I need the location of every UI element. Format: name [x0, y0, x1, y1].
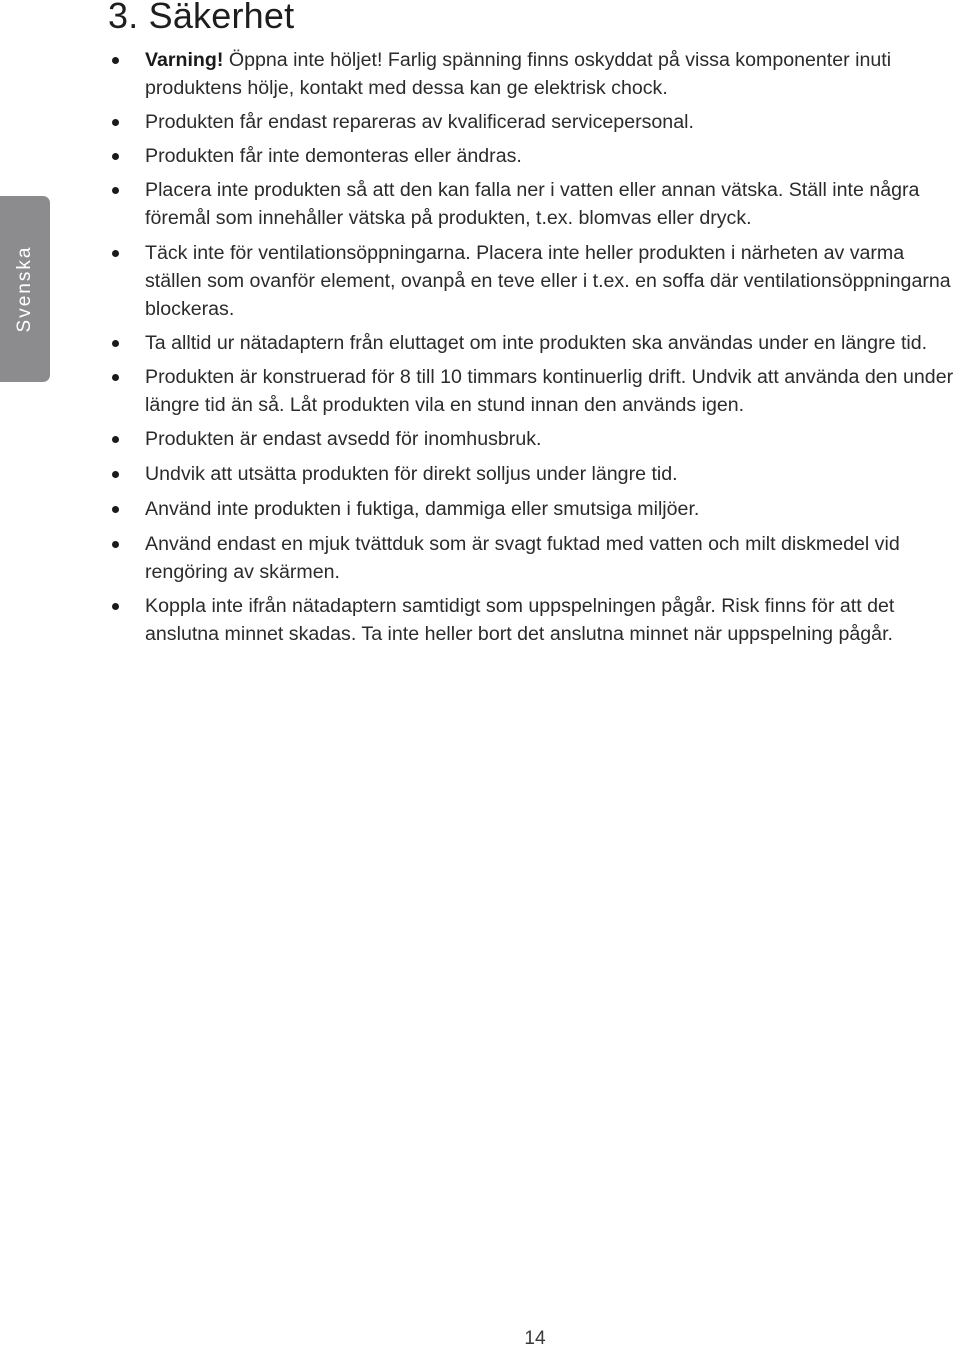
safety-item-text: Produkten får endast repareras av kvalificerad servicepersonal. — [145, 111, 694, 133]
language-side-tab — [0, 196, 50, 382]
bullet-icon — [112, 57, 119, 64]
bullet-icon — [112, 119, 119, 126]
safety-item-text: Använd inte produkten i fuktiga, dammiga eller smutsiga miljöer. — [145, 498, 700, 520]
bullet-icon — [112, 187, 119, 194]
safety-item-text: Använd endast en mjuk tvättduk som är svagt fuktad med vatten och milt diskmedel vid rengöring av skärmen. — [145, 533, 900, 583]
bullet-icon — [112, 374, 119, 381]
safety-item — [110, 530, 956, 586]
bullet-icon — [112, 250, 119, 257]
safety-item — [110, 363, 956, 419]
safety-item-text: Placera inte produkten så att den kan falla ner i vatten eller annan vätska. Ställ inte några föremål som innehåller vätska på produkten, t.ex. blomvas eller dryck. — [145, 179, 920, 229]
safety-item-warning — [110, 46, 956, 102]
safety-item — [110, 460, 956, 488]
safety-item-text: Öppna inte höljet! Farlig spänning finns oskyddat på vissa komponenter inuti produktens hölje, kontakt med dessa kan ge elektrisk chock. — [145, 49, 892, 99]
safety-item — [110, 495, 956, 523]
safety-item-text: Undvik att utsätta produkten för direkt solljus under längre tid. — [145, 463, 678, 485]
safety-item-text: Produkten får inte demonteras eller ändras. — [145, 145, 522, 167]
safety-item-text: Ta alltid ur nätadaptern från eluttaget om inte produkten ska användas under en längre tid. — [145, 332, 928, 354]
bullet-icon — [112, 471, 119, 478]
safety-list — [110, 46, 956, 648]
warning-label: Varning! — [145, 49, 224, 71]
page-title: 3. Säkerhet — [108, 0, 295, 36]
safety-item — [110, 142, 956, 170]
bullet-icon — [112, 436, 119, 443]
safety-item-text: Produkten är konstruerad för 8 till 10 timmars kontinuerlig drift. Undvik att använda den under längre tid än så. Låt produkten vila en stund innan den används igen. — [145, 366, 954, 416]
bullet-icon — [112, 506, 119, 513]
safety-item-text: Täck inte för ventilationsöppningarna. Placera inte heller produkten i närheten av varma ställen som ovanför element, ovanpå en teve eller i t.ex. en soffa där ventilationsöppningarna blockeras. — [145, 242, 951, 320]
safety-item-text: Produkten är endast avsedd för inomhusbruk. — [145, 428, 542, 450]
safety-item — [110, 176, 956, 232]
bullet-icon — [112, 153, 119, 160]
safety-item — [110, 329, 956, 357]
safety-item-text: Koppla inte ifrån nätadaptern samtidigt som uppspelningen pågår. Risk finns för att det anslutna minnet skadas. Ta inte heller bort det anslutna minnet när uppspelning pågår. — [145, 595, 895, 645]
bullet-icon — [112, 541, 119, 548]
bullet-icon — [112, 603, 119, 610]
safety-item — [110, 239, 956, 323]
safety-item — [110, 108, 956, 136]
safety-item — [110, 425, 956, 453]
page-number: 14 — [524, 1328, 546, 1349]
safety-item — [110, 592, 956, 648]
language-tab-label: Svenska — [14, 245, 35, 333]
bullet-icon — [112, 340, 119, 347]
